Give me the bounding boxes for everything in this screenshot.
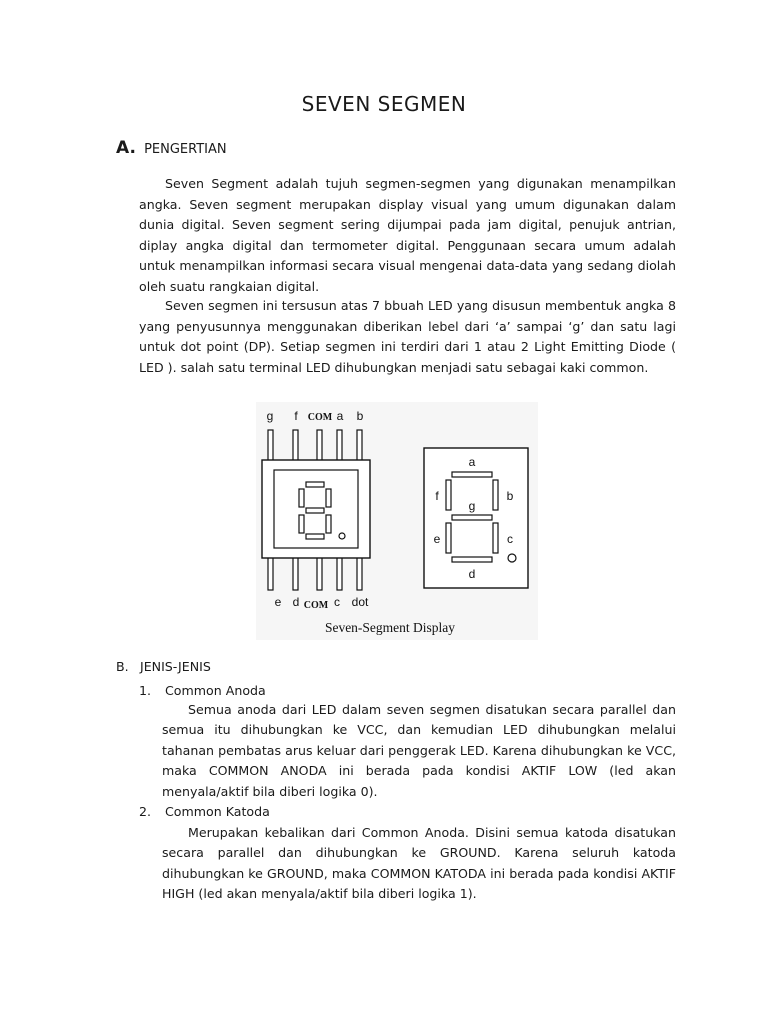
paragraph-common-katoda-text: Merupakan kebalikan dari Common Anoda. Disini semua katoda disatukan secara parallel dan dihubungkan ke GROUND. Karena seluruh katoda dihubungkan ke GROUND, maka COMMON KATODA ini berada pada kondisi AKTIF HIGH (led akan menyala/aktif bila diberi logika 1). [162,825,676,902]
segment-label: d [468,567,476,581]
section-a-title: PENGERTIAN [144,142,227,157]
paragraph-structure-text: Seven segmen ini tersusun atas 7 bbuah LED yang disusun membentuk angka 8 yang penyusunnya menggunakan diberikan lebel dari ‘a’ sampai ‘g’ dan satu lagi untuk dot point (DP). Setiap segmen ini terdiri dari 1 atau 2 Light Emitting Diode ( LED ). salah satu terminal LED dihubungkan menjadi satu sebagai kaki common. [139,298,676,375]
section-b-title: JENIS-JENIS [140,659,211,674]
segment-label: g [468,499,476,513]
pin-label-top: COM [307,412,333,423]
segment-c [493,523,498,553]
pin-label-bottom: c [334,595,340,609]
segment-label: c [507,532,513,546]
seven-segment-figure [256,402,538,640]
pin-label-bottom: COM [303,600,329,611]
paragraph-definition-text: Seven Segment adalah tujuh segmen-segmen yang digunakan menampilkan angka. Seven segment merupakan display visual yang umum digunakan dalam dunia digital. Seven segment sering dijumpai pada jam digital, penujuk antrian, diplay angka digital dan termometer digital. Penggunaan secara umum adalah untuk menampilkan informasi secara visual mengenai data-data yang sedang diolah oleh suatu rangkaian digital. [139,176,676,294]
item-heading-common-anoda [139,683,266,698]
segment-g [452,515,492,520]
pin-label-bottom: e [274,595,282,609]
item-heading-common-katoda [139,804,270,819]
seven-segment-diagram [256,402,538,640]
paragraph-structure [139,296,676,378]
paragraph-common-anoda-text: Semua anoda dari LED dalam seven segmen disatukan secara parallel dan semua itu dihubungkan ke VCC, dan kemudian LED dihubungkan melalui tahanan pembatas arus keluar dari penggerak LED. Karena dihubungkan ke VCC, maka COMMON ANODA ini berada pada kondisi AKTIF LOW (led akan menyala/aktif bila diberi logika 0). [162,702,676,799]
item-title: Common Anoda [165,683,266,698]
item-number: 1. [139,683,152,698]
pin-label-top: a [336,409,344,423]
segment-d [452,557,492,562]
pin-label-top: g [266,409,274,423]
segment-label: e [433,532,441,546]
pin-label-bottom: d [292,595,300,609]
segment-label: b [506,489,514,503]
pin-label-top: f [294,409,298,423]
item-number: 2. [139,804,152,819]
segment-b [493,480,498,510]
section-b-number: B. [116,659,129,674]
paragraph-common-anoda [162,700,676,802]
section-b-heading [116,659,211,674]
paragraph-definition [139,174,676,297]
paragraph-common-katoda [162,823,676,905]
segment-label: f [435,489,439,503]
item-title: Common Katoda [165,804,270,819]
pin-label-top: b [356,409,364,423]
segment-dp [508,554,516,562]
section-a-heading [116,138,227,158]
figure-caption: Seven-Segment Display [324,620,456,635]
segment-a [452,472,492,477]
section-a-letter: A. [116,138,136,158]
segment-label: a [468,455,476,469]
segment-e [446,523,451,553]
page-title: SEVEN SEGMEN [301,92,467,116]
pin-label-bottom: dot [351,595,369,609]
segment-f [446,480,451,510]
